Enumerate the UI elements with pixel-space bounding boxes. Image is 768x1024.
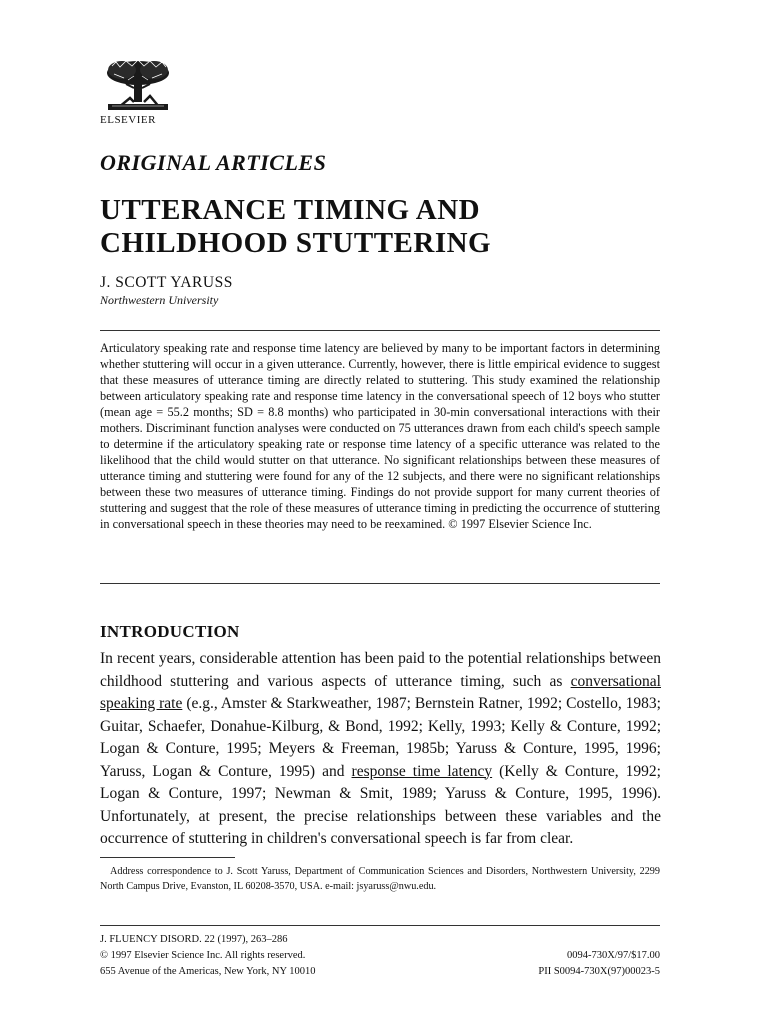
abstract-top-rule <box>100 330 660 331</box>
title-line: UTTERANCE TIMING AND <box>100 194 481 226</box>
publisher-name: ELSEVIER <box>100 114 156 126</box>
journal-copyright: © 1997 Elsevier Science Inc. All rights reserved. <box>100 950 306 961</box>
intro-text: (Kelly & Conture, 1992; Logan & Conture, 1997; Newman & Smit, 1989; Yaruss & Conture, 1995, 1996). Unfortunately, at present, the precise relationships between these variables and the occurrence of stuttering in children's conversational speech is far from clear. <box>100 762 661 847</box>
journal-info <box>100 932 316 980</box>
abstract-bottom-rule <box>100 583 660 584</box>
intro-text: (e.g., Amster & Starkweather, 1987; Bernstein Ratner, 1992; Costello, 1983; Guitar, Schaefer, Donahue-Kilburg, & Bond, 1992; Kelly, 1993; Kelly & Conture, 1992; Logan & Conture, 1995; Meyers & Freeman, 1985b; Yaruss & Conture, 1995, 1996; Yaruss, Logan & Conture, 1995) and <box>100 695 661 780</box>
journal-citation: J. FLUENCY DISORD. 22 (1997), 263–286 <box>100 934 288 945</box>
elsevier-logo <box>100 58 180 126</box>
intro-text: In recent years, considerable attention has been paid to the potential relationships between childhood stuttering and various aspects of utterance timing, such as <box>100 650 661 690</box>
abstract-text: Articulatory speaking rate and response time latency are believed by many to be important factors in determining whether stuttering will occur in a given utterance. Currently, however, there is little empirical evidence to suggest that these measures of utterance timing are directly related to stuttering. This study examined the relationship between articulatory speaking rate and response time latency in the conversational speech of 12 boys who stutter (mean age = 55.2 months; SD = 8.8 months) who participated in 30-min conversational interactions with their mothers. Discriminant function analyses were conducted on 75 utterances drawn from each child's speech sample to determine if the articulatory speaking rate or response time latency of a specific utterance was related to the likelihood that the child would stutter on that utterance. No significant relationships between these measures of utterance timing and stuttering were found for any of the 12 subjects, and there were no significant relationships between these two measures of utterance timing. Findings do not provide support for many current theories of stuttering and suggest that the role of these measures of utterance timing in predicting the occurrence of stuttering in conversational speech in these theories may need to be reexamined. © 1997 Elsevier Science Inc. <box>100 341 660 531</box>
author-affiliation: Northwestern University <box>100 293 219 307</box>
article-title <box>100 194 491 260</box>
title-line: CHILDHOOD STUTTERING <box>100 227 492 259</box>
publisher-address: 655 Avenue of the Americas, New York, NY 10010 <box>100 966 316 977</box>
introduction-heading: INTRODUCTION <box>100 622 240 641</box>
correspondence-footnote: Address correspondence to J. Scott Yaruss, Department of Communication Sciences and Disorders, Northwestern University, 2299 North Campus Drive, Evanston, IL 60208-3570, USA. e-mail: jsyaruss@nwu.edu. <box>100 866 660 892</box>
journal-issn: 0094-730X/97/$17.00 <box>566 950 660 961</box>
journal-pii: PII S0094-730X(97)00023-5 <box>538 966 660 977</box>
introduction-paragraph <box>100 648 661 851</box>
journal-identifiers <box>538 948 660 980</box>
elsevier-tree-logo-icon <box>104 58 172 112</box>
intro-underlined-term: conversational speaking rate <box>100 672 661 712</box>
intro-underlined-term: response time latency <box>351 762 493 780</box>
author-name: J. SCOTT YARUSS <box>100 274 233 291</box>
section-label: ORIGINAL ARTICLES <box>100 150 327 175</box>
journal-info-rule <box>100 925 660 926</box>
footnote-rule <box>100 857 235 858</box>
